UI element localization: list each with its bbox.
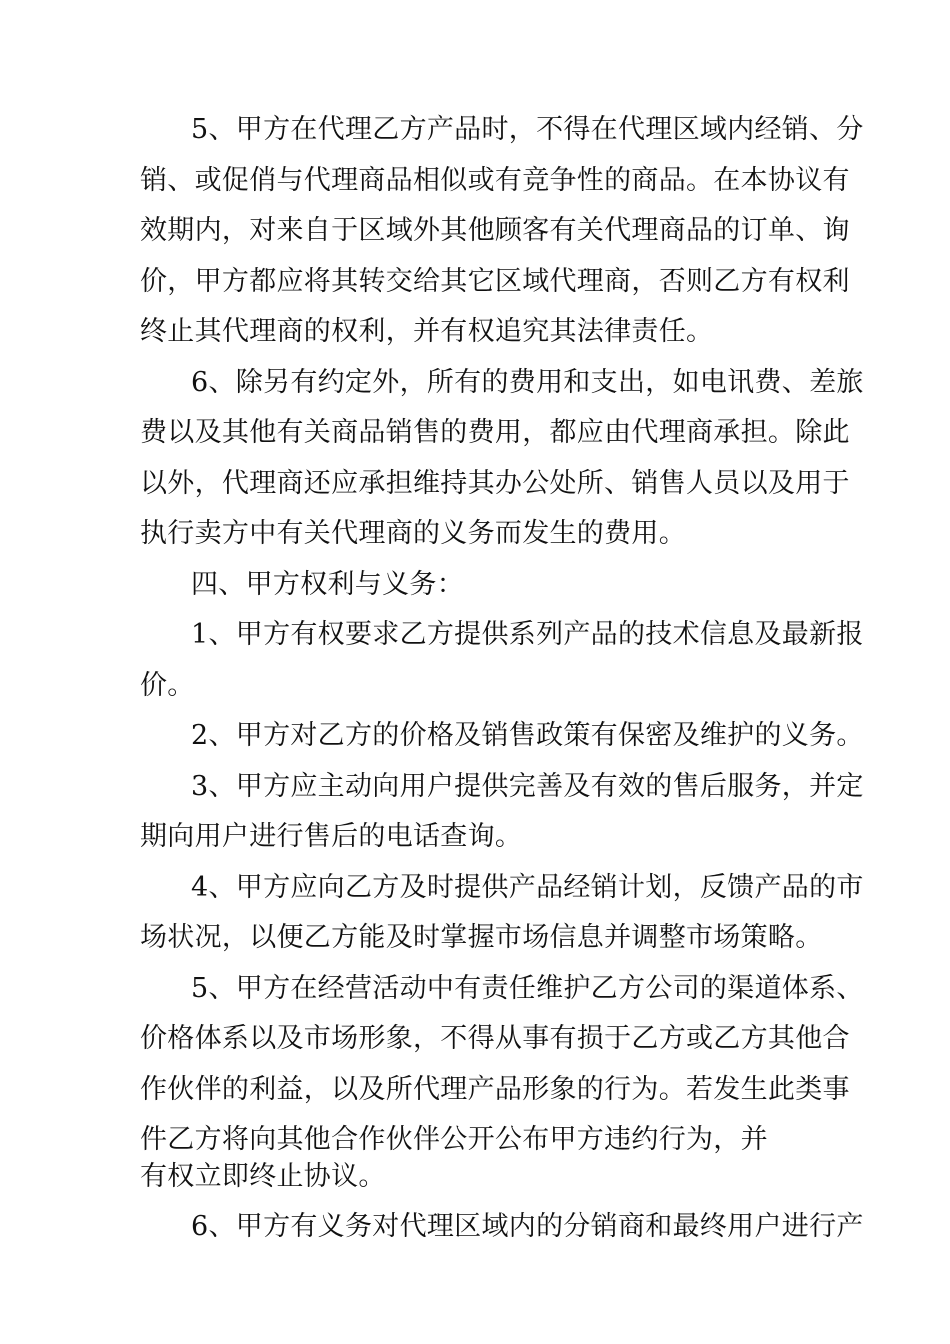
text-line: 有权立即终止协议。 [140, 1161, 386, 1192]
text-line: 4、甲方应向乙方及时提供产品经销计划，反馈产品的市 [191, 872, 864, 903]
text-line: 期向用户进行售后的电话查询。 [140, 821, 523, 852]
text-line: 6、除另有约定外，所有的费用和支出，如电讯费、差旅 [191, 367, 864, 398]
text-line: 5、甲方在经营活动中有责任维护乙方公司的渠道体系、 [191, 973, 864, 1004]
text-line: 价，甲方都应将其转交给其它区域代理商，否则乙方有权利 [140, 266, 850, 297]
text-line: 价。 [140, 670, 195, 701]
text-line: 2、甲方对乙方的价格及销售政策有保密及维护的义务。 [191, 720, 864, 751]
text-line: 5、甲方在代理乙方产品时，不得在代理区域内经销、分 [191, 114, 864, 145]
text-line: 6、甲方有义务对代理区域内的分销商和最终用户进行产 [191, 1211, 864, 1242]
text-line: 执行卖方中有关代理商的义务而发生的费用。 [140, 518, 686, 549]
text-line: 件乙方将向其他合作伙伴公开公布甲方违约行为，并 [140, 1124, 768, 1155]
text-line: 效期内，对来自于区域外其他顾客有关代理商品的订单、询 [140, 215, 850, 246]
text-line: 作伙伴的利益，以及所代理产品形象的行为。若发生此类事 [140, 1074, 850, 1105]
text-line: 3、甲方应主动向用户提供完善及有效的售后服务，并定 [191, 771, 864, 802]
text-line: 费以及其他有关商品销售的费用，都应由代理商承担。除此 [140, 417, 850, 448]
text-line: 销、或促俏与代理商品相似或有竞争性的商品。在本协议有 [140, 165, 850, 196]
section-heading: 四、甲方权利与义务： [191, 569, 464, 600]
text-line: 场状况，以便乙方能及时掌握市场信息并调整市场策略。 [140, 922, 823, 953]
text-line: 终止其代理商的权利，并有权追究其法律责任。 [140, 316, 714, 347]
text-line: 1、甲方有权要求乙方提供系列产品的技术信息及最新报 [191, 619, 864, 650]
text-line: 价格体系以及市场形象，不得从事有损于乙方或乙方其他合 [140, 1023, 850, 1054]
text-line: 以外，代理商还应承担维持其办公处所、销售人员以及用于 [140, 468, 850, 499]
